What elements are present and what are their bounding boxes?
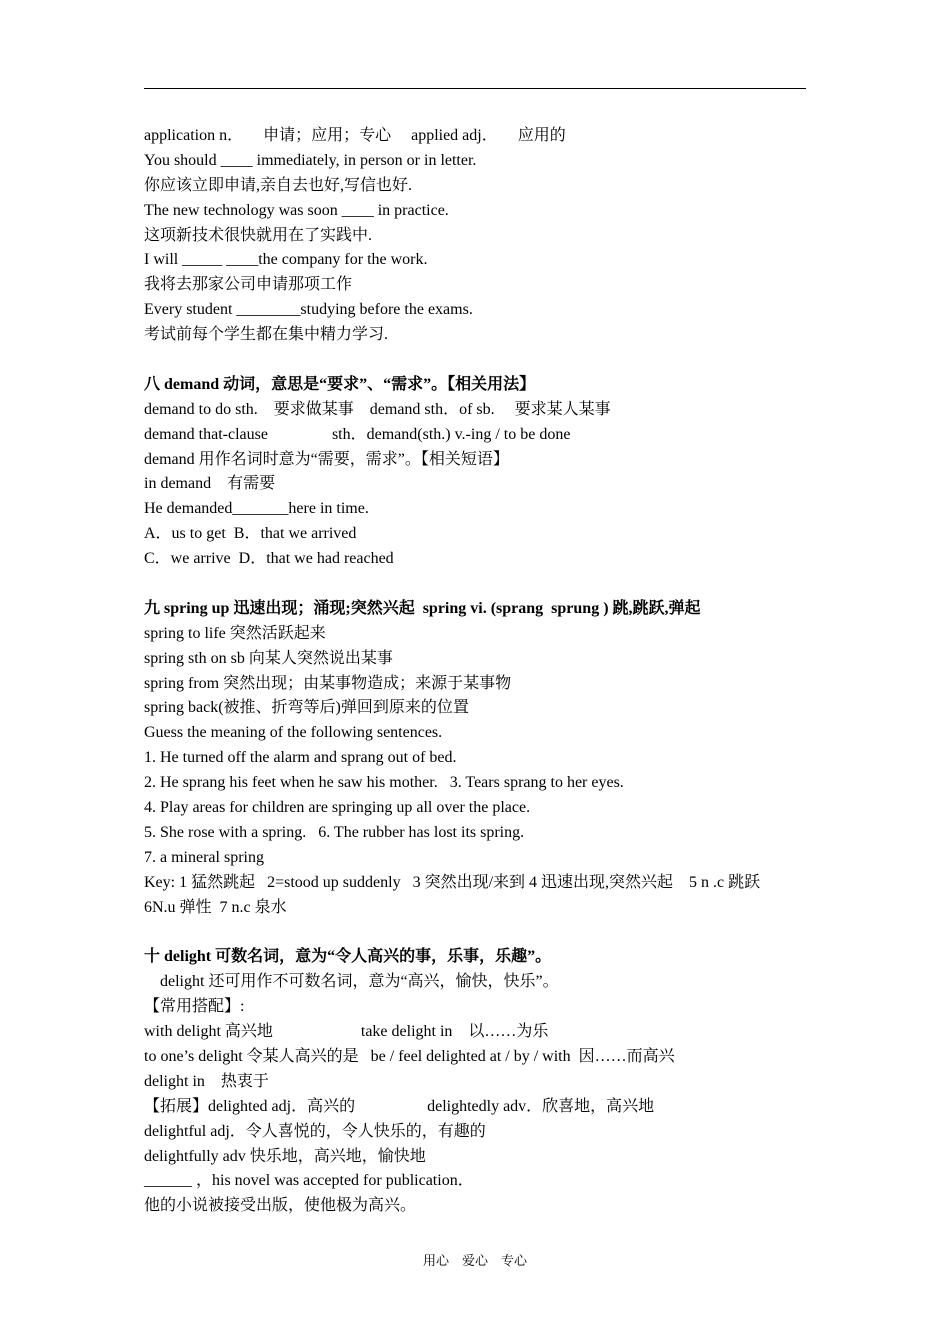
text-line: 2. He sprang his feet when he saw his mother. 3. Tears sprang to her eyes. [144, 774, 624, 792]
text-line: You should ____ immediately, in person or in letter. [144, 151, 477, 169]
text-line: 【拓展】delighted adj．高兴的 delightedly adv．欣喜地，高兴地 [144, 1097, 655, 1115]
text-line: to one’s delight 令某人高兴的是 be / feel delighted at / by / with 因……而高兴 [144, 1047, 675, 1065]
text-line: The new technology was soon ____ in practice. [144, 201, 449, 219]
document-body [144, 124, 808, 1219]
blank-line [144, 572, 808, 597]
text-line: 7. a mineral spring [144, 848, 264, 866]
text-line: 这项新技术很快就用在了实践中. [144, 226, 373, 244]
text-line: Key: 1 猛然跳起 2=stood up suddenly 3 突然出现/来到 4 迅速出现,突然兴起 5 n .c 跳跃 [144, 873, 761, 891]
text-line: delightfully adv 快乐地，高兴地，愉快地 [144, 1147, 426, 1165]
text-line: 5. She rose with a spring. 6. The rubber has lost its spring. [144, 823, 525, 841]
section-heading: 十 delight 可数名词，意为“令人高兴的事，乐事，乐趣”。 [144, 948, 552, 966]
text-line: with delight 高兴地 take delight in 以……为乐 [144, 1023, 549, 1041]
text-line: delight 还可用作不可数名词，意为“高兴，愉快，快乐”。 [160, 973, 559, 991]
text-line: in demand 有需要 [144, 475, 276, 493]
text-line: Guess the meaning of the following sentences. [144, 724, 443, 742]
section-heading: 九 spring up 迅速出现；涌现;突然兴起 spring vi. (sprang sprung ) 跳,跳跃,弹起 [144, 599, 701, 617]
header-rule [144, 88, 806, 89]
section-heading: 八 demand 动词，意思是“要求”、“需求”。【相关用法】 [144, 375, 536, 393]
text-line: delightful adj．令人喜悦的，令人快乐的，有趣的 [144, 1122, 486, 1140]
text-line: demand that-clause sth．demand(sth.) v.-ing / to be done [144, 425, 571, 443]
text-line: I will _____ ____the company for the work. [144, 251, 428, 269]
page-footer: 用心 爱心 专心 [422, 1253, 527, 1268]
text-line: 你应该立即申请,亲自去也好,写信也好. [144, 176, 413, 194]
text-line: 他的小说被接受出版，使他极为高兴。 [144, 1197, 417, 1215]
text-line: Every student ________studying before the exams. [144, 301, 473, 319]
text-line: 考试前每个学生都在集中精力学习. [144, 326, 389, 344]
text-line: demand to do sth. 要求做某事 demand sth．of sb. 要求某人某事 [144, 400, 611, 418]
text-line: spring to life 突然活跃起来 [144, 624, 326, 642]
text-line: ______ ，his novel was accepted for publication． [144, 1172, 474, 1190]
text-line: spring from 突然出现；由某事物造成；来源于某事物 [144, 674, 512, 692]
text-line: demand 用作名词时意为“需要，需求”。【相关短语】 [144, 450, 509, 468]
text-line: He demanded_______here in time. [144, 500, 369, 518]
text-line: delight in 热衷于 [144, 1072, 269, 1090]
text-line: application n． 申请；应用；专心 applied adj． 应用的 [144, 127, 566, 144]
text-line: 4. Play areas for children are springing up all over the place. [144, 799, 531, 817]
text-line: spring back(被推、折弯等后)弹回到原来的位置 [144, 699, 469, 717]
blank-line [144, 348, 808, 373]
text-line: 【常用搭配】: [144, 998, 245, 1016]
text-line: spring sth on sb 向某人突然说出某事 [144, 649, 393, 667]
blank-line [144, 921, 808, 946]
text-line: C．we arrive D．that we had reached [144, 550, 394, 568]
text-line: A．us to get B．that we arrived [144, 525, 357, 543]
text-line: 1. He turned off the alarm and sprang out of bed. [144, 749, 457, 767]
text-line: 6N.u 弹性 7 n.c 泉水 [144, 898, 287, 916]
text-line: 我将去那家公司申请那项工作 [144, 276, 353, 294]
